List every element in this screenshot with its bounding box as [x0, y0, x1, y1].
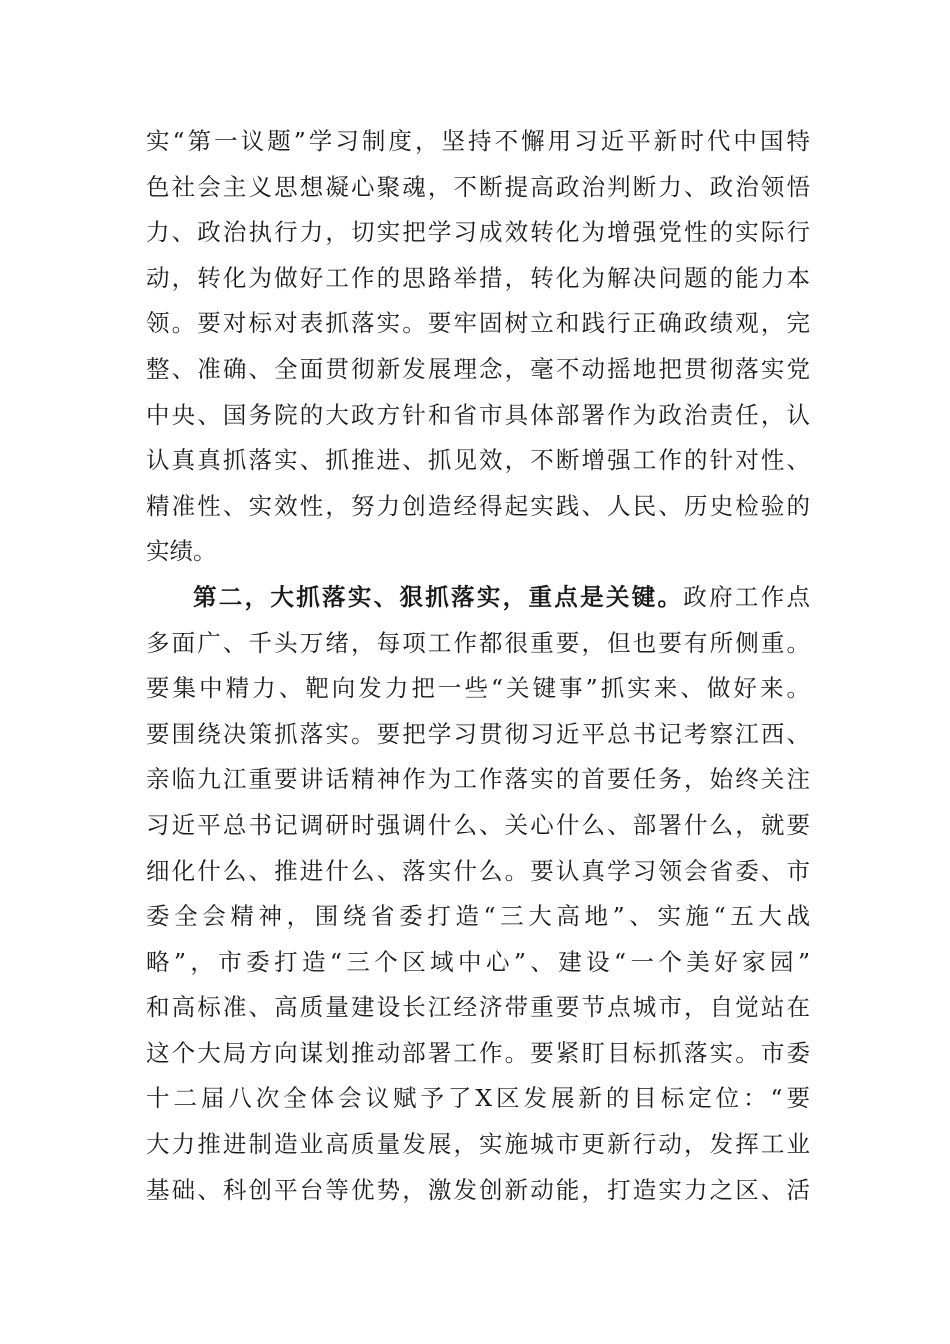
text-line: 基础、科创平台等优势，激发创新动能，打造实力之区、活 — [146, 1175, 810, 1204]
text-line: 中央、国务院的大政方针和省市具体部署作为政治责任，认 — [146, 400, 810, 429]
text-line: 实绩。 — [146, 537, 217, 566]
text-line: 认真真抓落实、抓推进、抓见效，不断增强工作的针对性、 — [146, 446, 810, 475]
paragraph-2 — [146, 575, 810, 1213]
document-body — [146, 119, 810, 1213]
text-line: 略”，市委打造“三个区域中心”、建设“一个美好家园” — [146, 947, 810, 976]
text-line: 和高标准、高质量建设长江经济带重要节点城市，自觉站在 — [146, 993, 810, 1022]
text-line: 色社会主义思想凝心聚魂，不断提高政治判断力、政治领悟 — [146, 172, 810, 201]
text-line: 大力推进制造业高质量发展，实施城市更新行动，发挥工业 — [146, 1130, 810, 1159]
text-line: 委全会精神，围绕省委打造“三大高地”、实施“五大战 — [146, 902, 810, 931]
text-line: 要围绕决策抓落实。要把学习贯彻习近平总书记考察江西、 — [146, 719, 810, 748]
text-line: 力、政治执行力，切实把学习成效转化为增强党性的实际行 — [146, 218, 810, 247]
text-line: 亲临九江重要讲话精神作为工作落实的首要任务，始终关注 — [146, 765, 810, 794]
text-line: 要集中精力、靶向发力把一些“关键事”抓实来、做好来。 — [146, 674, 810, 703]
text-line: 领。要对标对表抓落实。要牢固树立和践行正确政绩观，完 — [146, 309, 810, 338]
text-line: 多面广、千头万绪，每项工作都很重要，但也要有所侧重。 — [146, 628, 810, 657]
text-line: 这个大局方向谋划推动部署工作。要紧盯目标抓落实。市委 — [146, 1038, 810, 1067]
text-line: 习近平总书记调研时强调什么、关心什么、部署什么，就要 — [146, 810, 810, 839]
heading-line-rest: 政府工作点 — [683, 582, 811, 611]
text-line — [146, 575, 810, 621]
section-heading: 第二，大抓落实、狠抓落实，重点是关键。 — [193, 582, 684, 611]
text-line: 实“第一议题”学习制度，坚持不懈用习近平新时代中国特 — [146, 127, 810, 155]
paragraph-1 — [146, 119, 810, 575]
text-line: 十二届八次全体会议赋予了X区发展新的目标定位：“要 — [146, 1084, 810, 1113]
text-line: 细化什么、推进什么、落实什么。要认真学习领会省委、市 — [146, 856, 810, 885]
text-line: 整、准确、全面贯彻新发展理念，毫不动摇地把贯彻落实党 — [146, 354, 810, 383]
text-line: 动，转化为做好工作的思路举措，转化为解决问题的能力本 — [146, 263, 810, 292]
text-line: 精准性、实效性，努力创造经得起实践、人民、历史检验的 — [146, 491, 810, 520]
